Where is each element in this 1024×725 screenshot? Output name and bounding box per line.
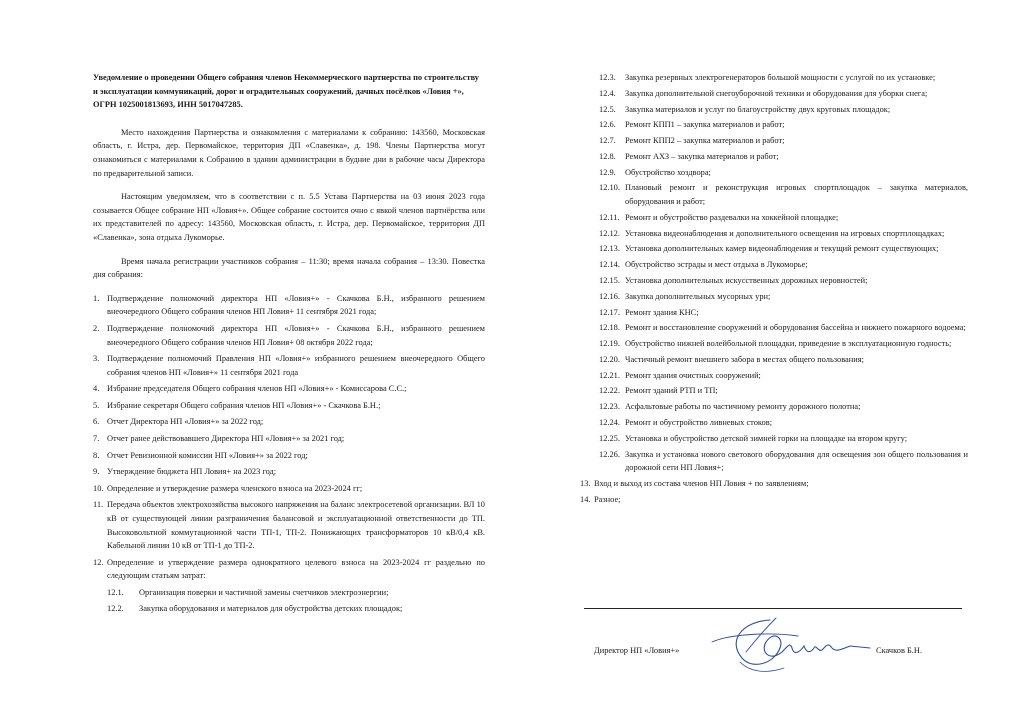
agenda-subitem-text: Обустройство эстрады и мест отдыха в Лукоморье; bbox=[625, 260, 808, 270]
agenda-item-text: Вход и выход из состава членов НП Ловия + по заявлениям; bbox=[594, 478, 809, 488]
agenda-subitem-number: 12.10. bbox=[599, 183, 620, 193]
notice-title: Уведомление о проведении Общего собрания членов Некоммерческого партнерства по строительству и эксплуатации коммуникаций, дорог и оградительных сооружений, дачных посёлков «Ловия +», ОГРН 1025001813693, ИНН 5017047285. bbox=[93, 73, 479, 110]
agenda-subitem-number: 12.17. bbox=[599, 307, 620, 317]
agenda-subitem bbox=[580, 416, 968, 430]
agenda-subitem-number: 12.13. bbox=[599, 244, 620, 254]
agenda-subitem bbox=[580, 448, 968, 475]
agenda-subitem bbox=[580, 306, 968, 320]
agenda-item-number: 4. bbox=[93, 384, 100, 394]
agenda-item-number: 1. bbox=[93, 293, 100, 303]
agenda-item bbox=[93, 292, 485, 319]
agenda-subitem-number: 12.24. bbox=[599, 418, 620, 427]
left-column bbox=[93, 71, 485, 618]
agenda-item-number: 12. bbox=[93, 557, 104, 567]
agenda-subitem-number: 12.18. bbox=[599, 323, 620, 333]
agenda-subitem-text: Установка дополнительных искусственных дорожных неровностей; bbox=[625, 275, 868, 285]
agenda-subitem bbox=[580, 353, 968, 367]
agenda-item-number: 13. bbox=[580, 478, 591, 488]
agenda-subitem-text: Обустройство нижней волейбольной площадки, приведение в эксплуатационную годность; bbox=[625, 339, 952, 349]
paragraph-notice: Настоящим уведомляем, что в соответствии с п. 5.5 Устава Партнерства на 03 июня 2023 года созывается Общее собрание НП «Ловия+». Общее собрание состоится очно с явкой членов партнёрства или их представителей по адресу: 143560, Московская область, г. Истра, дер. Первомайское, территория ДП «Славенка», зона отдыха Лукоморье. bbox=[93, 192, 485, 242]
agenda-item-number: 2. bbox=[93, 323, 100, 333]
agenda-item-number: 7. bbox=[93, 434, 100, 444]
agenda-subitem bbox=[580, 337, 968, 351]
agenda-subitem bbox=[580, 432, 968, 446]
agenda-subitem-text: Асфальтовые работы по частичному ремонту дорожного полотна; bbox=[625, 402, 861, 412]
agenda-item-number: 3. bbox=[93, 354, 100, 364]
agenda-subitem-number: 12.12. bbox=[599, 228, 620, 238]
agenda-item-text: Определение и утверждение размера однократного целевого взноса на 2023-2024 гг раздельно по следующим статьям затрат: bbox=[107, 557, 485, 581]
agenda-subitem-number: 12.8. bbox=[599, 151, 616, 161]
agenda-item-text: Подтверждение полномочий директора НП «Ловия+» - Скачкова Б.Н., избранного решением внеочередного Общего собрания членов НП Ловия+ 11 сентября 2021 года; bbox=[107, 293, 485, 317]
agenda-subitem bbox=[93, 602, 485, 616]
agenda-item-number: 14. bbox=[580, 494, 591, 504]
agenda-item-number: 5. bbox=[93, 400, 100, 410]
agenda-subitem bbox=[580, 369, 968, 383]
agenda-item bbox=[580, 477, 968, 491]
agenda-subitem bbox=[580, 181, 968, 208]
agenda-subitem-number: 12.5. bbox=[599, 104, 616, 114]
agenda-subitem bbox=[580, 150, 968, 164]
agenda-subitem bbox=[580, 290, 968, 304]
agenda-subitem-text: Ремонт и обустройство ливневых стоков; bbox=[625, 418, 773, 427]
agenda-item-text: Отчет ранее действовавшего Директора НП «Ловия+» за 2021 год; bbox=[107, 434, 345, 444]
agenda-item bbox=[93, 399, 485, 413]
agenda-subitem bbox=[580, 400, 968, 414]
agenda-subitem bbox=[580, 258, 968, 272]
agenda-subitem-text: Закупка дополнительной снегоуборочной техники и оборудования для уборки снега; bbox=[625, 88, 928, 98]
agenda-subitem bbox=[580, 321, 968, 335]
agenda-subitem-text: Ремонт здания КНС; bbox=[625, 307, 699, 317]
agenda-subitem-text: Закупка материалов и услуг по благоустройству двух круговых площадок; bbox=[625, 104, 891, 114]
agenda-subitem-text: Ремонт и восстановление сооружений и оборудования бассейна и нижнего пожарного водоема; bbox=[625, 323, 966, 333]
agenda-item bbox=[93, 449, 485, 463]
agenda-item bbox=[93, 432, 485, 446]
agenda-subitem-text: Ремонт АХЗ – закупка материалов и работ; bbox=[625, 151, 779, 161]
agenda-item-text: Отчет Ревизионной комиссии НП «Ловия+» за 2022 год; bbox=[107, 450, 308, 460]
paragraph-location: Место нахождения Партнерства и ознакомления с материалами к собранию: 143560, Московская область, г. Истра, дер. Первомайское, территория ДП «Славенка», д. 198. Члены Партнерства могут ознакомиться с материалами к Собранию в здании администрации в будние дни в рабочие часы Директора по предварительной записи. bbox=[93, 127, 485, 178]
agenda-subitem-number: 12.7. bbox=[599, 136, 616, 146]
agenda-item-text: Передача объектов электрохозяйства высокого напряжения на баланс электросетевой организации. ВЛ 10 кВ от существующей линии разграничения балансовой и эксплуатационной ответственности до ТП. Высоковольтной коммутационной части ТП-1, ТП-2. Понижающих трансформаторов 10 кВ/0,4 кВ. Кабельной линии 10 кВ от ТП-1 до ТП-2. bbox=[107, 500, 485, 551]
agenda-subitem bbox=[580, 227, 968, 241]
agenda-list bbox=[93, 292, 485, 616]
paragraph-time: Время начала регистрации участников собрания – 11:30; время начала собрания – 13:30. Повестка дня собрания: bbox=[93, 256, 485, 280]
agenda-item bbox=[93, 415, 485, 429]
agenda-subitem-number: 12.15. bbox=[599, 275, 620, 285]
signature-stroke-main bbox=[736, 620, 870, 664]
agenda-subitem bbox=[580, 166, 968, 180]
agenda-subitem bbox=[580, 71, 968, 85]
agenda-subitem bbox=[580, 211, 968, 225]
handwritten-signature bbox=[700, 612, 880, 678]
agenda-subitem-number: 12.22. bbox=[599, 386, 620, 396]
agenda-item-text: Избрание секретаря Общего собрания членов НП «Ловия+» - Скачкова Б.Н.; bbox=[107, 400, 381, 410]
agenda-subitem-number: 12.20. bbox=[599, 354, 620, 364]
agenda-item-text: Определение и утверждение размера членского взноса на 2023-2024 гг; bbox=[107, 483, 363, 493]
agenda-subitem bbox=[580, 384, 968, 398]
agenda-subitem-text: Закупка оборудования и материалов для обустройства детских площадок; bbox=[139, 604, 403, 614]
agenda-subitem-number: 12.19. bbox=[599, 339, 620, 349]
agenda-subitem-text: Плановый ремонт и реконструкция игровых спортплощадок – закупка материалов, оборудования и работ; bbox=[625, 183, 968, 207]
agenda-subitem-text: Обустройство хоздвора; bbox=[625, 167, 711, 177]
agenda-subitem-text: Ремонт и обустройство раздевалки на хоккейной площадке; bbox=[625, 212, 839, 222]
agenda-item-number: 8. bbox=[93, 450, 100, 460]
agenda-item bbox=[93, 498, 485, 552]
signatory-title: Директор НП «Ловия+» bbox=[594, 646, 680, 655]
agenda-subitem-text: Закупка и установка нового светового оборудования для освещения зон общего пользования и дорожной сети НП Ловия+; bbox=[625, 449, 968, 473]
agenda-subitem bbox=[580, 87, 968, 101]
agenda-subitem-text: Организация поверки и частичной замены счетчиков электроэнергии; bbox=[139, 588, 389, 597]
agenda-item bbox=[93, 352, 485, 379]
agenda-subitem-number: 12.26. bbox=[599, 449, 620, 459]
agenda-subitem bbox=[580, 134, 968, 148]
agenda-subitem-text: Ремонт КПП1 – закупка материалов и работ; bbox=[625, 120, 785, 130]
agenda-subitem-number: 12.21. bbox=[599, 370, 620, 380]
agenda-subitem bbox=[580, 103, 968, 117]
agenda-subitem-number: 12.14. bbox=[599, 260, 620, 270]
agenda-subitem-text: Частичный ремонт внешнего забора в местах общего пользования; bbox=[625, 354, 864, 364]
agenda-subitem-number: 12.2. bbox=[107, 604, 124, 614]
agenda-item-text: Подтверждение полномочий Правления НП «Ловия+» избранного решением внеочередного Общего собрания членов НП «Ловия+» 11 сентября 2021 года bbox=[107, 354, 485, 377]
agenda-item-text: Разное; bbox=[594, 494, 621, 504]
agenda-subitem-number: 12.23. bbox=[599, 402, 620, 412]
agenda-subitem-text: Установка видеонаблюдения и дополнительного освещения на игровых спортплощадках; bbox=[625, 228, 945, 238]
agenda-item bbox=[93, 465, 485, 479]
agenda-subitem-number: 12.11. bbox=[599, 212, 620, 222]
agenda-item-number: 11. bbox=[93, 500, 104, 510]
agenda-subitem bbox=[93, 586, 485, 600]
agenda-subitem bbox=[580, 242, 968, 256]
agenda-subitem-number: 12.3. bbox=[599, 73, 616, 82]
agenda-item bbox=[93, 322, 485, 349]
agenda-item-text: Избрание председателя Общего собрания членов НП «Ловия+» - Комиссарова С.С.; bbox=[107, 384, 407, 394]
agenda-subitem-number: 12.9. bbox=[599, 167, 616, 177]
agenda-subitem-text: Закупка дополнительных мусорных урн; bbox=[625, 291, 771, 301]
agenda-item-number: 9. bbox=[93, 467, 100, 477]
agenda-subitem bbox=[580, 274, 968, 288]
agenda-subitem bbox=[580, 118, 968, 132]
agenda-item-text: Утверждение бюджета НП Ловия+ на 2023 год; bbox=[107, 467, 277, 477]
agenda-subitem-number: 12.1. bbox=[107, 588, 124, 597]
agenda-item-number: 6. bbox=[93, 417, 100, 427]
agenda-subitem-text: Ремонт зданий РТП и ТП; bbox=[625, 386, 718, 396]
agenda-subitem-text: Закупка резервных электрогенераторов большой мощности с услугой по их установке; bbox=[625, 73, 936, 82]
agenda-subitem-number: 12.16. bbox=[599, 291, 620, 301]
agenda-subitem-text: Установка и обустройство детской зимней горки на площадке на втором кругу; bbox=[625, 433, 908, 443]
agenda-subitem-number: 12.25. bbox=[599, 433, 620, 443]
agenda-subitem-number: 12.4. bbox=[599, 88, 616, 98]
agenda-item bbox=[93, 382, 485, 396]
agenda-subitem-number: 12.6. bbox=[599, 120, 616, 130]
agenda-item bbox=[93, 556, 485, 583]
agenda-item bbox=[580, 493, 968, 507]
agenda-subitem-text: Ремонт КПП2 – закупка материалов и работ; bbox=[625, 136, 785, 146]
agenda-item-number: 10. bbox=[93, 483, 104, 493]
agenda-item-text: Подтверждение полномочий директора НП «Ловия+» - Скачкова Б.Н., избранного решением внеочередного Общего собрания членов НП Ловия+ 08 октября 2022 года; bbox=[107, 323, 485, 347]
agenda-item bbox=[93, 482, 485, 496]
agenda-item-text: Отчет Директора НП «Ловия+» за 2022 год; bbox=[107, 417, 264, 427]
signatory-name: Скачков Б.Н. bbox=[876, 646, 923, 655]
agenda-subitem-text: Ремонт здания очистных сооружений; bbox=[625, 370, 761, 380]
signature-divider bbox=[584, 608, 962, 609]
agenda-subitem-text: Установка дополнительных камер видеонаблюдения и текущий ремонт существующих; bbox=[625, 244, 939, 254]
right-column bbox=[580, 71, 968, 509]
